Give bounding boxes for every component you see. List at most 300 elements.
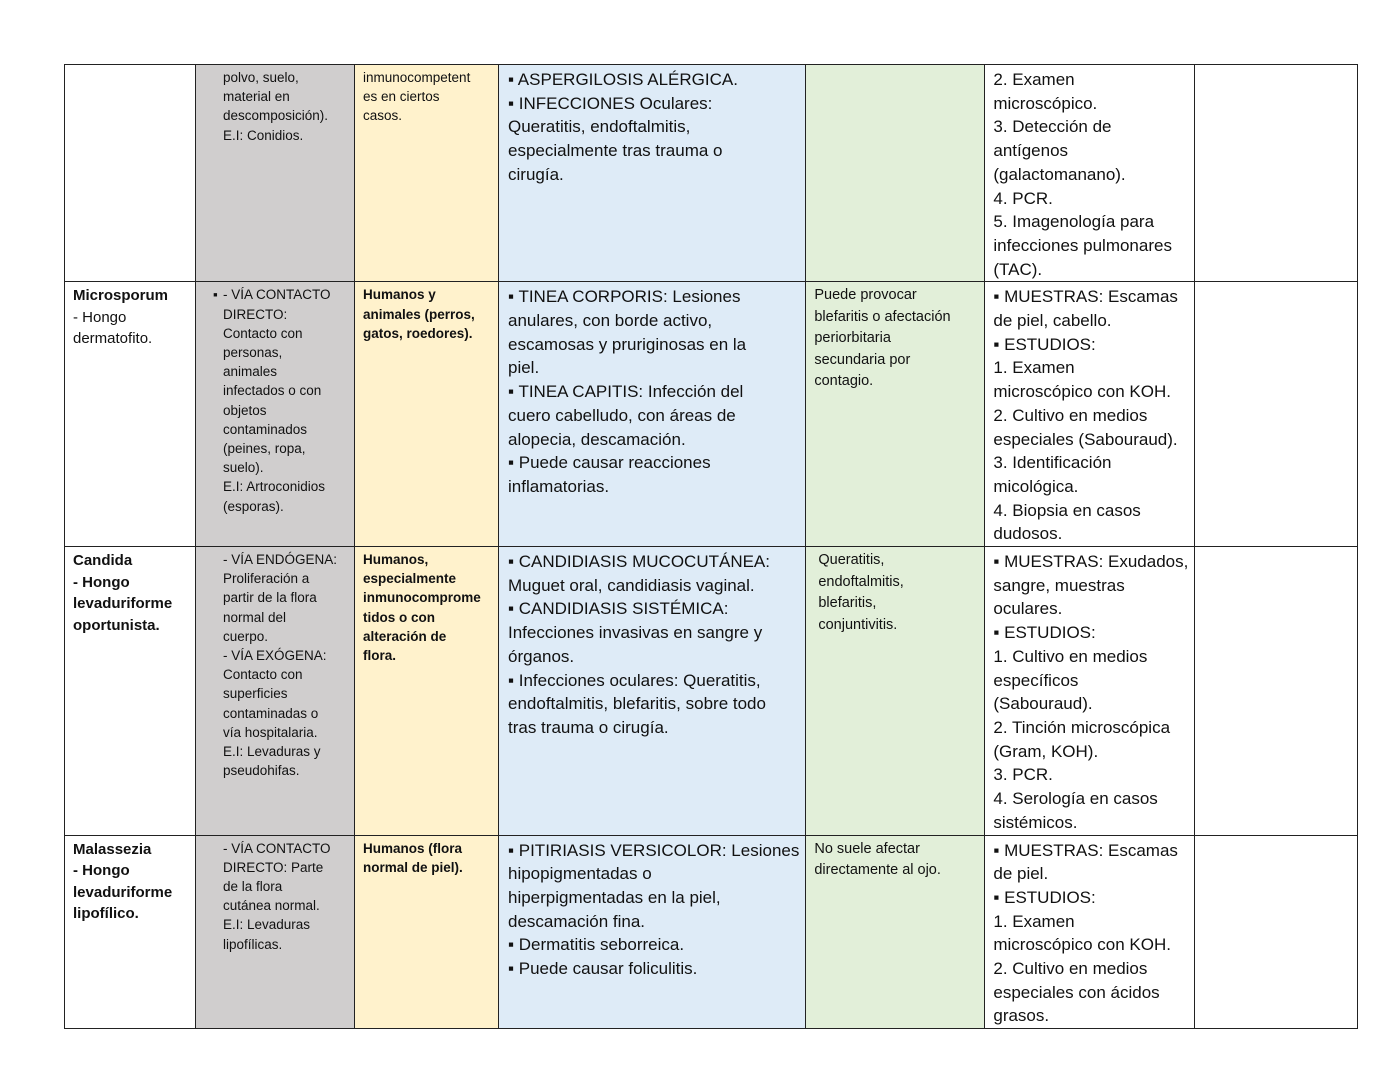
cell-line: [508, 68, 799, 92]
cell-text-line: ▪ Dermatitis seborreica.: [508, 935, 685, 955]
cell-line: [508, 451, 799, 475]
cell-line: [223, 646, 348, 665]
cell-line: [508, 621, 799, 645]
cell-line: [223, 627, 348, 646]
cell-line: [223, 684, 348, 703]
cell-line: [363, 285, 492, 304]
cell-line: [993, 522, 1188, 546]
cell-text-line: inmunocomprome: [363, 590, 481, 606]
cell-text-line: ▪ MUESTRAS: Escamas: [993, 287, 1178, 307]
cell-text-line: - Hongo: [73, 308, 127, 326]
cell-text-line: periorbitaria: [814, 330, 891, 347]
cell-line: [223, 305, 348, 324]
cell-text-line: Candida: [73, 552, 133, 570]
cell-text-line: E.I: Levaduras: [223, 917, 311, 933]
cell-text-line: ▪ Infecciones oculares: Queratitis,: [508, 670, 761, 690]
cell-line: [993, 597, 1188, 621]
cell-text-line: (Gram, KOH).: [993, 741, 1099, 761]
cell-organism: [65, 835, 196, 1029]
cell-text-line: 5. Imagenología para: [993, 212, 1155, 232]
cell-text-line: directamente al ojo.: [814, 862, 941, 878]
cell-ocular: [806, 282, 985, 547]
cell-transmission: [196, 835, 355, 1029]
cell-line: [73, 615, 189, 637]
cell-line: [993, 933, 1188, 957]
cell-text-line: suelo).: [223, 460, 264, 476]
cell-text-line: inflamatorias.: [508, 476, 610, 496]
cell-line: [223, 723, 348, 742]
cell-text-line: cirugía.: [508, 164, 564, 184]
cell-line: [993, 115, 1188, 139]
cell-text-line: especiales (Sabouraud).: [993, 429, 1178, 449]
cell-line: [818, 550, 978, 572]
cell-text-line: sangre, muestras: [993, 575, 1125, 595]
cell-line: [993, 763, 1188, 787]
cell-clinical: [499, 547, 806, 835]
cell-line: [223, 550, 348, 569]
cell-text-line: es en ciertos: [363, 89, 440, 105]
cell-line: [993, 957, 1188, 981]
cell-notes: [1195, 282, 1358, 547]
cell-ocular: [806, 547, 985, 835]
cell-text-line: ▪ TINEA CORPORIS: Lesiones: [508, 287, 741, 307]
cell-line: [363, 550, 492, 569]
cell-text-line: contaminados: [223, 421, 308, 437]
cell-text-line: especiales con ácidos: [993, 982, 1160, 1002]
cell-line: [508, 428, 799, 452]
cell-text-line: normal del: [223, 609, 287, 625]
cell-line: [818, 593, 978, 615]
cell-line: [223, 608, 348, 627]
cell-line: [993, 285, 1188, 309]
cell-text-line: ▪ ESTUDIOS:: [993, 887, 1096, 907]
cell-line: [993, 258, 1188, 282]
cell-text-line: Queratitis, endoftalmitis,: [508, 117, 691, 137]
cell-text-line: de piel, cabello.: [993, 311, 1112, 331]
cell-text-line: cutánea normal.: [223, 898, 320, 914]
cell-text-line: Contacto con: [223, 667, 303, 683]
cell-line: [993, 839, 1188, 863]
cell-line: [814, 860, 978, 882]
cell-text-line: 4. Biopsia en casos: [993, 500, 1141, 520]
cell-text-line: personas,: [223, 344, 283, 360]
cell-line: [508, 139, 799, 163]
cell-text-line: endoftalmitis, blefaritis, sobre todo: [508, 694, 766, 714]
cell-line: [993, 910, 1188, 934]
cell-line: [223, 362, 348, 381]
cell-text-line: Humanos,: [363, 552, 429, 568]
cell-text-line: E.I: Conidios.: [223, 127, 304, 143]
cell-clinical: [499, 65, 806, 282]
cell-line: [508, 404, 799, 428]
cell-text-line: cuero cabelludo, con áreas de: [508, 405, 736, 425]
cell-diagnosis: [985, 65, 1195, 282]
cell-line: [223, 458, 348, 477]
cell-line: [73, 839, 189, 861]
cell-line: [508, 574, 799, 598]
cell-diagnosis: [985, 835, 1195, 1029]
cell-line: [993, 574, 1188, 598]
cell-text-line: Queratitis,: [818, 552, 885, 569]
cell-line: [363, 305, 492, 324]
cell-text-line: blefaritis o afectación: [814, 308, 951, 325]
cell-line: [363, 608, 492, 627]
cell-text-line: levaduriforme: [73, 595, 173, 613]
cell-text-line: Microsporum: [73, 287, 169, 305]
cell-line: [223, 401, 348, 420]
cell-text-line: blefaritis,: [818, 595, 877, 612]
cell-text-line: escamosas y pruriginosas en la: [508, 334, 747, 354]
cell-organism: [65, 282, 196, 547]
cell-host: [355, 65, 499, 282]
cell-text-line: ▪ MUESTRAS: Escamas: [993, 840, 1178, 860]
cell-text-line: anulares, con borde activo,: [508, 311, 713, 331]
cell-line: [508, 645, 799, 669]
cell-line: [223, 896, 348, 915]
cell-text-line: 1. Cultivo en medios: [993, 646, 1148, 666]
cell-text-line: polvo, suelo,: [223, 70, 299, 85]
cell-line: [73, 860, 189, 882]
cell-line: [993, 234, 1188, 258]
cell-line: [993, 621, 1188, 645]
cell-line: [223, 935, 348, 954]
cell-text-line: E.I: Artroconidios: [223, 479, 326, 495]
cell-text-line: (esporas).: [223, 498, 284, 514]
cell-line: [73, 593, 189, 615]
cell-organism: [65, 547, 196, 835]
cell-line: [223, 761, 348, 780]
cell-host: [355, 282, 499, 547]
cell-line: [818, 615, 978, 637]
cell-notes: [1195, 835, 1358, 1029]
cell-text-line: ▪ ESTUDIOS:: [993, 623, 1096, 643]
cell-line: [223, 87, 348, 106]
cell-line: [508, 886, 799, 910]
cell-text-line: 2. Cultivo en medios: [993, 405, 1148, 425]
cell-line: [363, 324, 492, 343]
cell-line: [508, 92, 799, 116]
cell-line: [814, 350, 978, 372]
cell-text-line: (galactomanano).: [993, 164, 1126, 184]
cell-text-line: material en: [223, 89, 290, 105]
cell-text-line: descamación fina.: [508, 911, 646, 931]
cell-text-line: infecciones pulmonares: [993, 235, 1172, 255]
cell-line: [993, 692, 1188, 716]
cell-line: [508, 356, 799, 380]
cell-text-line: (peines, ropa,: [223, 440, 306, 456]
cell-text-line: vía hospitalaria.: [223, 724, 318, 740]
cell-text-line: 2. Cultivo en medios: [993, 959, 1148, 979]
cell-line: [508, 692, 799, 716]
cell-line: [508, 597, 799, 621]
cell-text-line: Proliferación a: [223, 571, 310, 587]
cell-transmission: [196, 547, 355, 835]
cell-line: [508, 933, 799, 957]
cell-diagnosis: [985, 282, 1195, 547]
cell-text-line: ▪ Puede causar reacciones: [508, 453, 711, 473]
cell-text-line: Puede provocar: [814, 287, 917, 304]
cell-line: [508, 475, 799, 499]
cell-text-line: lipofílico.: [73, 905, 139, 922]
cell-text-line: piel.: [508, 358, 540, 378]
cell-text-line: (Sabouraud).: [993, 694, 1093, 714]
cell-text-line: hipopigmentadas o: [508, 864, 652, 884]
cell-line: [73, 572, 189, 594]
cell-text-line: grasos.: [993, 1006, 1050, 1026]
cell-text-line: oculares.: [993, 599, 1063, 619]
cell-line: [223, 588, 348, 607]
cell-line: [993, 740, 1188, 764]
cell-text-line: inmunocompetent: [363, 70, 471, 85]
cell-text-line: - Hongo: [73, 862, 130, 879]
cell-line: [223, 877, 348, 896]
cell-line: [363, 839, 492, 858]
cell-line: [993, 1004, 1188, 1028]
cell-line: [993, 210, 1188, 234]
cell-text-line: normal de piel).: [363, 859, 463, 875]
cell-text-line: ▪ PITIRIASIS VERSICOLOR: Lesiones: [508, 840, 800, 860]
cell-line: [508, 333, 799, 357]
cell-line: [508, 285, 799, 309]
cell-line: [223, 742, 348, 761]
cell-notes: [1195, 547, 1358, 835]
cell-line: [223, 704, 348, 723]
cell-text-line: dermatofito.: [73, 330, 153, 348]
cell-text-line: ▪ Puede causar foliculitis.: [508, 959, 698, 979]
cell-line: [508, 550, 799, 574]
cell-text-line: ▪ ESTUDIOS:: [993, 334, 1096, 354]
cell-line: [363, 646, 492, 665]
cell-line: [223, 324, 348, 343]
cell-line: [508, 716, 799, 740]
cell-transmission: [196, 65, 355, 282]
cell-line: [223, 569, 348, 588]
cell-clinical: [499, 282, 806, 547]
cell-text-line: Humanos y: [363, 287, 436, 303]
cell-text-line: (TAC).: [993, 259, 1043, 279]
cell-line: [223, 665, 348, 684]
cell-line: [993, 163, 1188, 187]
cell-text-line: - Hongo: [73, 573, 130, 591]
cell-line: [993, 669, 1188, 693]
cell-line: [993, 451, 1188, 475]
cell-text-line: especialmente tras trauma o: [508, 141, 723, 161]
cell-text-line: de la flora: [223, 878, 283, 894]
cell-text-line: animales: [223, 364, 278, 380]
cell-text-line: microscópico.: [993, 93, 1098, 113]
cell-line: [223, 439, 348, 458]
cell-line: [223, 420, 348, 439]
cell-text-line: DIRECTO: Parte: [223, 859, 324, 875]
cell-text-line: dudosos.: [993, 524, 1063, 544]
cell-text-line: 3. Identificación: [993, 453, 1112, 473]
cell-line: [223, 106, 348, 125]
cell-line: [993, 787, 1188, 811]
cell-line: [993, 92, 1188, 116]
cell-line: [223, 497, 348, 516]
cell-line: [363, 569, 492, 588]
cell-text-line: levaduriforme: [73, 883, 173, 901]
cell-line: [993, 187, 1188, 211]
cell-text-line: alopecia, descamación.: [508, 429, 686, 449]
cell-text-line: lipofílicas.: [223, 936, 283, 952]
cell-line: [223, 343, 348, 362]
cell-line: [814, 839, 978, 861]
cell-line: ▪ - VÍA CONTACTO: [213, 287, 331, 303]
cell-line: [993, 309, 1188, 333]
cell-text-line: ▪ TINEA CAPITIS: Infección del: [508, 382, 744, 402]
cell-line: [993, 380, 1188, 404]
cell-text-line: - VÍA CONTACTO: [223, 840, 331, 856]
cell-line: [223, 68, 348, 87]
cell-line: [508, 910, 799, 934]
cell-text-line: endoftalmitis,: [818, 573, 904, 590]
cell-text-line: 3. Detección de: [993, 117, 1112, 137]
cell-line: [508, 380, 799, 404]
cell-line: [363, 68, 492, 87]
cell-text-line: específicos: [993, 670, 1079, 690]
cell-text-line: casos.: [363, 108, 403, 124]
cell-text-line: microscópico con KOH.: [993, 382, 1171, 402]
cell-line: [73, 285, 189, 307]
cell-text-line: Infecciones invasivas en sangre y: [508, 623, 763, 643]
cell-line: [814, 285, 978, 307]
cell-text-line: ▪ CANDIDIASIS MUCOCUTÁNEA:: [508, 552, 770, 572]
cell-line: [814, 371, 978, 393]
table-row: [65, 835, 1358, 1029]
cell-text-line: antígenos: [993, 141, 1069, 161]
cell-text-line: contaminadas o: [223, 705, 319, 721]
cell-text-line: ▪ ASPERGILOSIS ALÉRGICA.: [508, 70, 738, 89]
cell-line: [993, 981, 1188, 1005]
cell-text-line: infectados o con: [223, 383, 322, 399]
cell-line: [993, 333, 1188, 357]
cell-text-line: sistémicos.: [993, 812, 1078, 832]
cell-line: [223, 477, 348, 496]
cell-transmission: [196, 282, 355, 547]
cell-line: [363, 627, 492, 646]
cell-text-line: No suele afectar: [814, 840, 920, 857]
table-row: [65, 547, 1358, 835]
cell-text-line: gatos, roedores).: [363, 325, 473, 341]
cell-text-line: microscópico con KOH.: [993, 935, 1171, 955]
cell-line: [508, 839, 799, 863]
table-row: [65, 282, 1358, 547]
cell-text-line: micológica.: [993, 476, 1079, 496]
cell-line: [814, 328, 978, 350]
cell-line: [993, 550, 1188, 574]
cell-text-line: DIRECTO:: [223, 306, 288, 322]
cell-text-line: flora.: [363, 648, 397, 664]
cell-text-line: ▪ INFECCIONES Oculares:: [508, 93, 713, 113]
cell-line: [993, 645, 1188, 669]
cell-line: [993, 475, 1188, 499]
cell-line: [363, 87, 492, 106]
cell-text-line: Malassezia: [73, 840, 152, 858]
cell-host: [355, 835, 499, 1029]
cell-line: [993, 811, 1188, 835]
cell-line: [508, 669, 799, 693]
cell-text-line: animales (perros,: [363, 306, 475, 322]
cell-text-line: pseudohifas.: [223, 763, 300, 779]
cell-text-line: Humanos (flora: [363, 840, 463, 856]
cell-text-line: 4. Serología en casos: [993, 789, 1158, 809]
cell-line: [73, 882, 189, 904]
cell-line: [508, 862, 799, 886]
cell-host: [355, 547, 499, 835]
cell-text-line: E.I: Levaduras y: [223, 744, 321, 760]
cell-text-line: - VÍA ENDÓGENA:: [223, 552, 338, 568]
cell-line: [993, 499, 1188, 523]
cell-line: [363, 588, 492, 607]
cell-text-line: tidos o con: [363, 609, 435, 625]
cell-line: [993, 404, 1188, 428]
cell-line: [363, 106, 492, 125]
cell-text-line: de piel.: [993, 864, 1049, 884]
cell-text-line: ▪ MUESTRAS: Exudados,: [993, 552, 1189, 572]
cell-line: [223, 126, 348, 145]
cell-text-line: - VÍA EXÓGENA:: [223, 648, 327, 664]
cell-line: [223, 858, 348, 877]
cell-line: [223, 915, 348, 934]
cell-line: [223, 839, 348, 858]
cell-text-line: - VÍA CONTACTO: [223, 287, 331, 303]
cell-line: [993, 139, 1188, 163]
cell-text-line: hiperpigmentadas en la piel,: [508, 887, 721, 907]
cell-text-line: secundaria por: [814, 351, 911, 368]
cell-text-line: 2. Tinción microscópica: [993, 717, 1171, 737]
cell-text-line: 3. PCR.: [993, 765, 1053, 785]
cell-line: [993, 428, 1188, 452]
cell-text-line: cuerpo.: [223, 628, 269, 644]
cell-line: [993, 716, 1188, 740]
cell-line: [814, 307, 978, 329]
cell-text-line: 2. Examen: [993, 70, 1075, 89]
cell-text-line: alteración de: [363, 628, 447, 644]
cell-line: [363, 858, 492, 877]
cell-line: [508, 115, 799, 139]
cell-line: [508, 163, 799, 187]
cell-text-line: partir de la flora: [223, 590, 317, 606]
cell-text-line: tras trauma o cirugía.: [508, 717, 669, 737]
cell-text-line: especialmente: [363, 571, 457, 587]
cell-line: [508, 957, 799, 981]
cell-text-line: superficies: [223, 686, 288, 702]
table-row: [65, 65, 1358, 282]
cell-ocular: [806, 65, 985, 282]
cell-text-line: 1. Examen: [993, 358, 1075, 378]
cell-notes: [1195, 65, 1358, 282]
cell-line: [508, 309, 799, 333]
cell-line: [993, 356, 1188, 380]
cell-ocular: [806, 835, 985, 1029]
cell-text-line: 4. PCR.: [993, 188, 1053, 208]
fungi-table: [64, 64, 1358, 1029]
cell-line: [223, 381, 348, 400]
cell-line: [993, 68, 1188, 92]
cell-line: [73, 307, 189, 329]
cell-line: [818, 572, 978, 594]
cell-line: [73, 903, 189, 925]
cell-line: [993, 862, 1188, 886]
cell-text-line: conjuntivitis.: [818, 616, 898, 633]
cell-line: [73, 550, 189, 572]
cell-line: [993, 886, 1188, 910]
cell-text-line: oportunista.: [73, 616, 160, 634]
cell-line: [73, 328, 189, 350]
cell-text-line: 1. Examen: [993, 911, 1075, 931]
cell-text-line: contagio.: [814, 373, 874, 390]
